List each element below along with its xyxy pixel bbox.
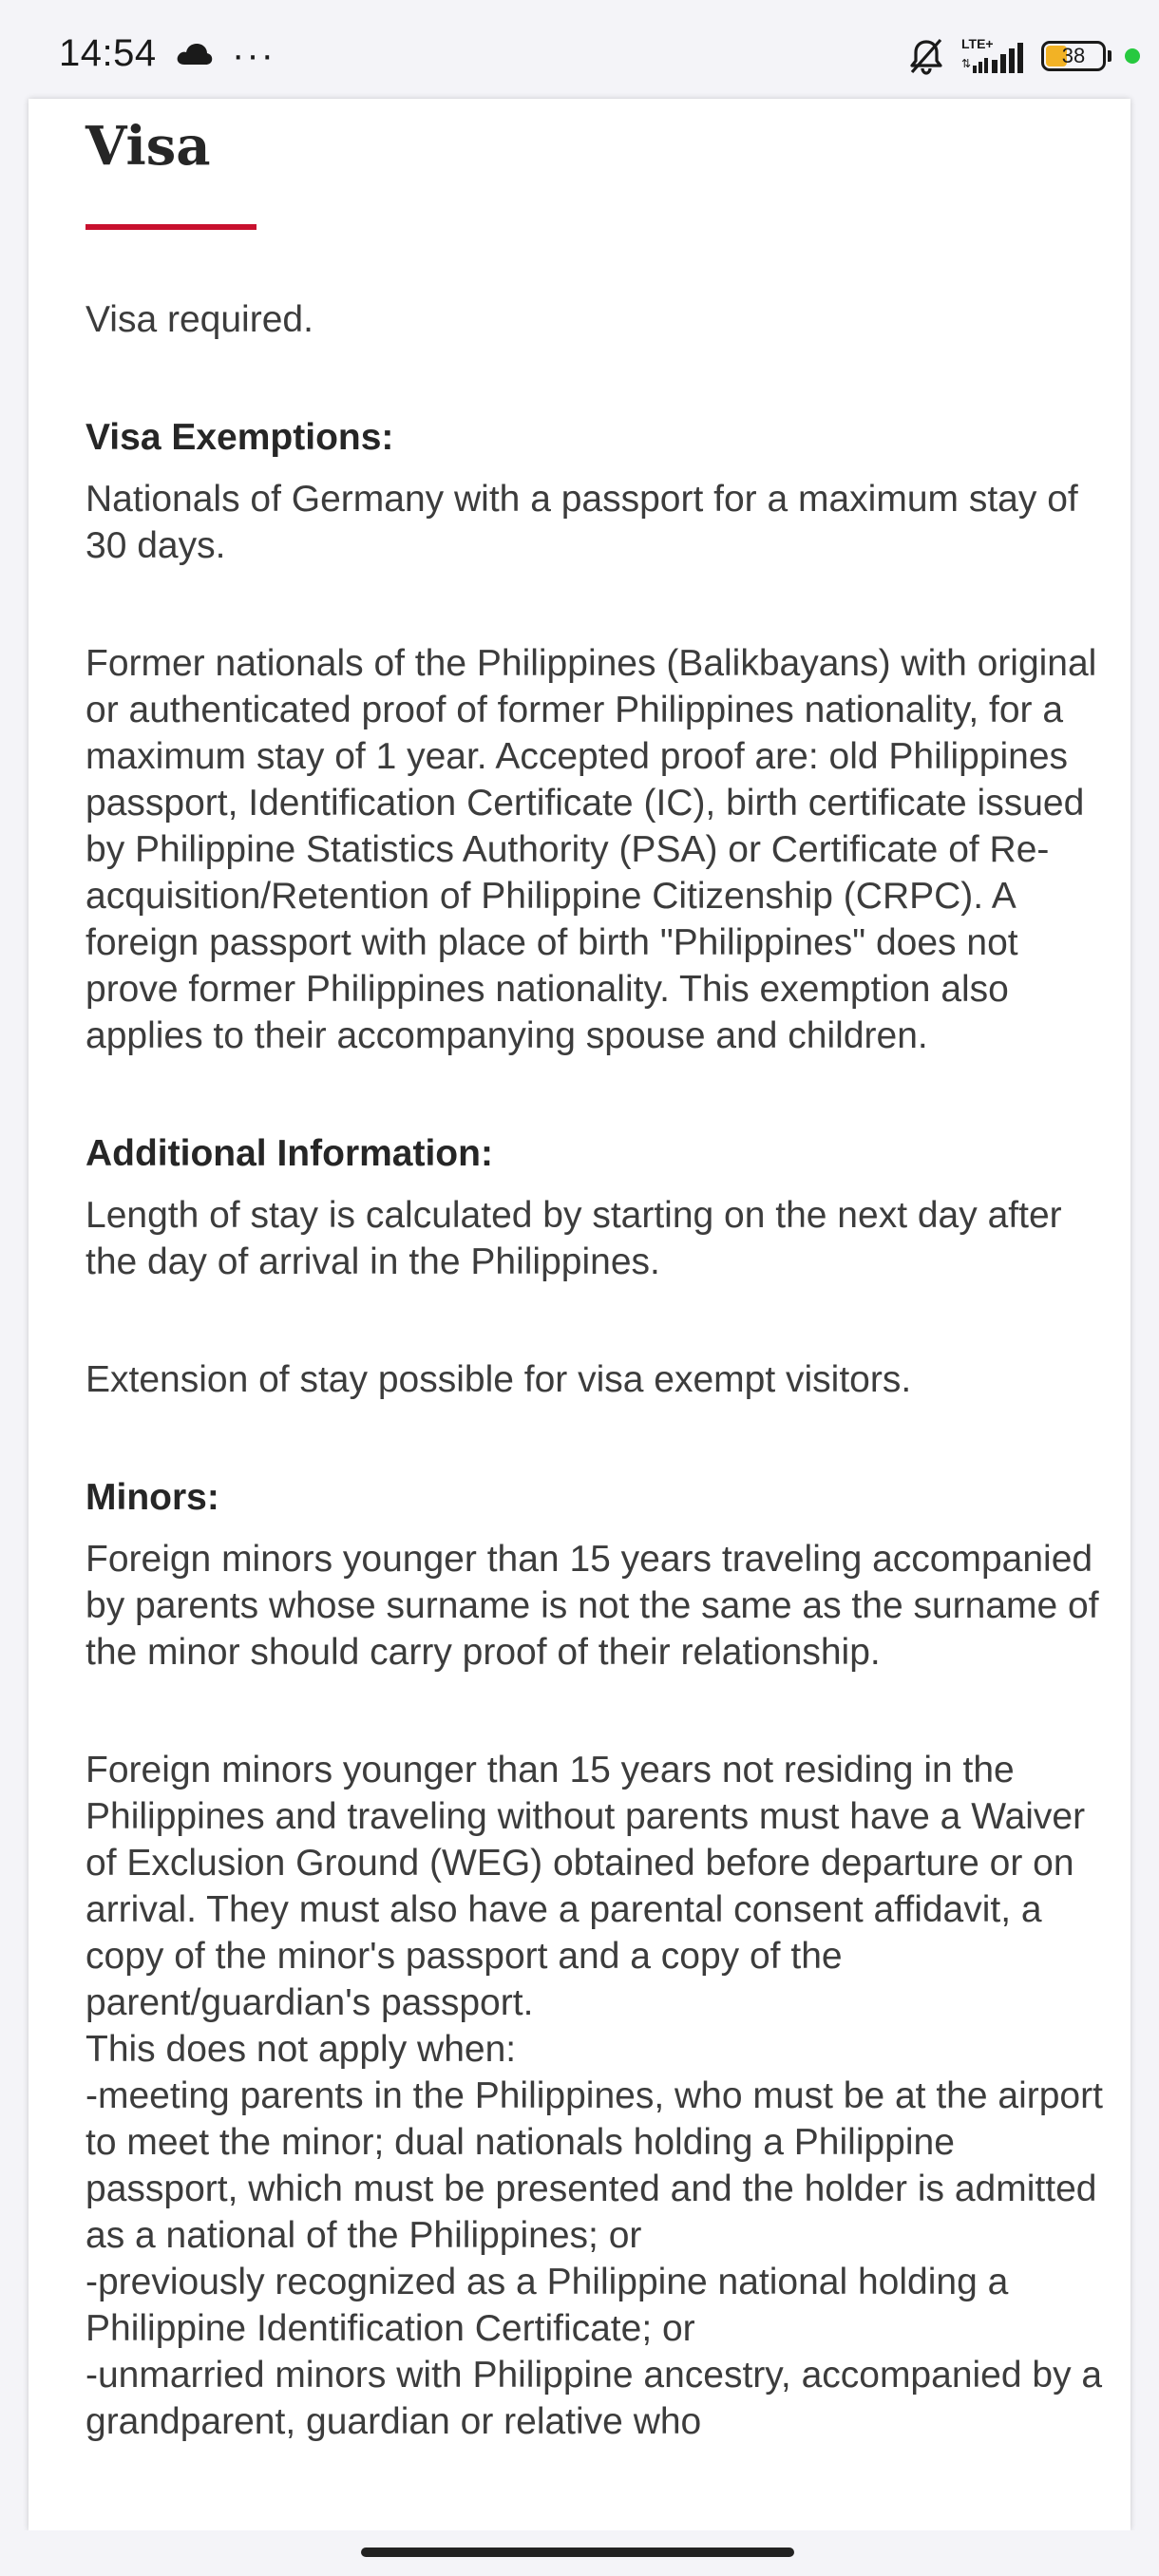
battery-icon	[1041, 41, 1106, 71]
minors-line: -previously recognized as a Philippine national holding a Philippine Identification Certificate; or	[86, 2262, 1009, 2349]
title-underline	[86, 224, 256, 230]
battery-group	[1041, 41, 1112, 71]
status-right-group	[906, 34, 1140, 78]
minors-line: -unmarried minors with Philippine ancestry, accompanied by a grandparent, guardian or relative who	[86, 2355, 1103, 2442]
battery-level: 38	[1061, 44, 1086, 67]
network-label: LTE+	[961, 36, 994, 51]
signal-icon	[960, 35, 1028, 77]
section-heading-exemptions: Visa Exemptions:	[86, 417, 394, 458]
minors-line: -meeting parents in the Philippines, who must be at the airport to meet the minor; dual nationals holding a Philippine passport, which must be presented and the holder is admitted as a national of the Philippines; or	[86, 2075, 1103, 2256]
cloud-icon	[175, 42, 213, 66]
minors-paragraph-1: Foreign minors younger than 15 years traveling accompanied by parents whose surname is not the same as the surname of the minor should carry proof of their relationship.	[86, 1539, 1099, 1673]
minors-line: This does not apply when:	[86, 2029, 517, 2070]
bell-muted-icon	[906, 36, 946, 76]
page-title: Visa	[86, 115, 211, 178]
more-icon: ···	[232, 34, 276, 76]
battery-tip	[1108, 50, 1112, 62]
home-indicator[interactable]	[361, 2548, 794, 2557]
gesture-nav-bar	[0, 2530, 1159, 2576]
exemptions-paragraph-2: Former nationals of the Philippines (Balikbayans) with original or authenticated proof of former Philippines nationality, for a maximum stay of 1 year. Accepted proof are: old Philippines passport, Identification Certificate (IC), birth certificate issued by Philippine Statistics Authority (PSA) or Certificate of Re-acquisition/Retention of Philippine Citizenship (CRPC). A foreign passport with place of birth "Philippines" does not prove former Philippines nationality. This exemption also applies to their accompanying spouse and children.	[86, 643, 1097, 1056]
section-heading-additional-info: Additional Information:	[86, 1133, 493, 1174]
visa-content	[86, 108, 1112, 2445]
privacy-indicator-dot	[1125, 48, 1140, 64]
status-time: 14:54	[59, 32, 157, 74]
exemptions-paragraph-1: Nationals of Germany with a passport for a maximum stay of 30 days.	[86, 479, 1078, 566]
additional-paragraph-1: Length of stay is calculated by starting on the next day after the day of arrival in the Philippines.	[86, 1195, 1062, 1282]
status-bar	[0, 0, 1159, 99]
additional-paragraph-2: Extension of stay possible for visa exempt visitors.	[86, 1359, 912, 1400]
visa-card	[28, 99, 1130, 2530]
section-heading-minors: Minors:	[86, 1477, 219, 1518]
svg-text:⇅: ⇅	[961, 57, 972, 70]
minors-paragraph-2	[86, 1747, 1112, 2445]
minors-line: Foreign minors younger than 15 years not residing in the Philippines and traveling without parents must have a Waiver of Exclusion Ground (WEG) obtained before departure or on arrival. They must also have a parental consent affidavit, a copy of the minor's passport and a copy of the parent/guardian's passport.	[86, 1750, 1086, 2023]
visa-intro: Visa required.	[86, 299, 314, 340]
